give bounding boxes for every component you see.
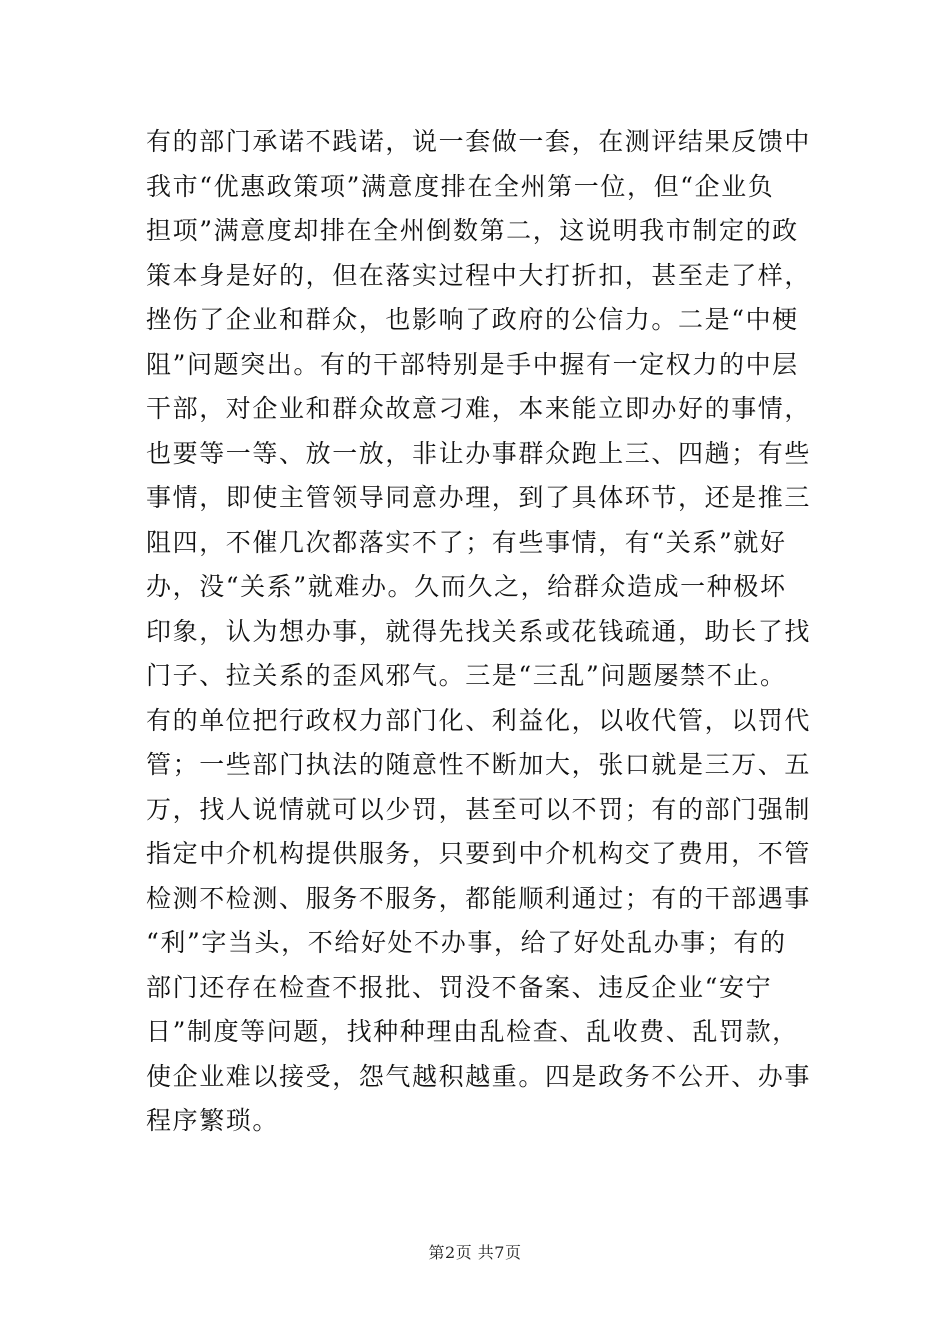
text-line: “利”字当头，不给好处不办事，给了好处乱办事；有的	[146, 928, 787, 957]
text-line: 检测不检测、服务不服务，都能顺利通过；有的干部遇事	[146, 883, 812, 913]
text-line: 干部，对企业和群众故意刁难，本来能立即办好的事情，	[146, 394, 812, 423]
text-line: 办，没“关系”就难办。久而久之，给群众造成一种极坏	[146, 572, 787, 601]
text-line: 挫伤了企业和群众，也影响了政府的公信力。二是“中梗	[146, 305, 799, 334]
text-line: 日”制度等问题，找种种理由乱检查、乱收费、乱罚款，	[146, 1017, 799, 1046]
text-line: 阻”问题突出。有的干部特别是手中握有一定权力的中层	[146, 349, 799, 379]
text-line: 门子、拉关系的歪风邪气。三是“三乱”问题屡禁不止。	[146, 661, 787, 690]
page-number-footer: 第2页 共7页	[428, 1243, 522, 1262]
text-line: 有的部门承诺不践诺，说一套做一套，在测评结果反馈中	[146, 127, 812, 156]
text-line: 事情，即使主管领导同意办理，到了具体环节，还是推三	[146, 483, 812, 512]
text-line: 我市“优惠政策项”满意度排在全州第一位，但“企业负	[146, 171, 775, 201]
text-line: 印象，认为想办事，就得先找关系或花钱疏通，助长了找	[146, 616, 812, 646]
text-line: 部门还存在检查不报批、罚没不备案、违反企业“安宁	[146, 972, 773, 1002]
text-line: 阻四，不催几次都落实不了；有些事情，有“关系”就好	[146, 527, 787, 557]
text-line: 管；一些部门执法的随意性不断加大，张口就是三万、五	[146, 750, 812, 779]
text-line: 策本身是好的，但在落实过程中大打折扣，甚至走了样，	[146, 260, 812, 290]
document-body	[146, 120, 816, 1144]
text-line: 万，找人说情就可以少罚，甚至可以不罚；有的部门强制	[146, 794, 812, 824]
text-line: 指定中介机构提供服务，只要到中介机构交了费用，不管	[146, 839, 812, 868]
text-line: 也要等一等、放一放，非让办事群众跑上三、四趟；有些	[146, 438, 812, 468]
text-line: 有的单位把行政权力部门化、利益化，以收代管，以罚代	[146, 705, 812, 735]
text-line: 使企业难以接受，怨气越积越重。四是政务不公开、办事	[146, 1061, 812, 1091]
text-line: 担项”满意度却排在全州倒数第二，这说明我市制定的政	[146, 216, 799, 245]
text-line: 程序繁琐。	[146, 1106, 280, 1135]
